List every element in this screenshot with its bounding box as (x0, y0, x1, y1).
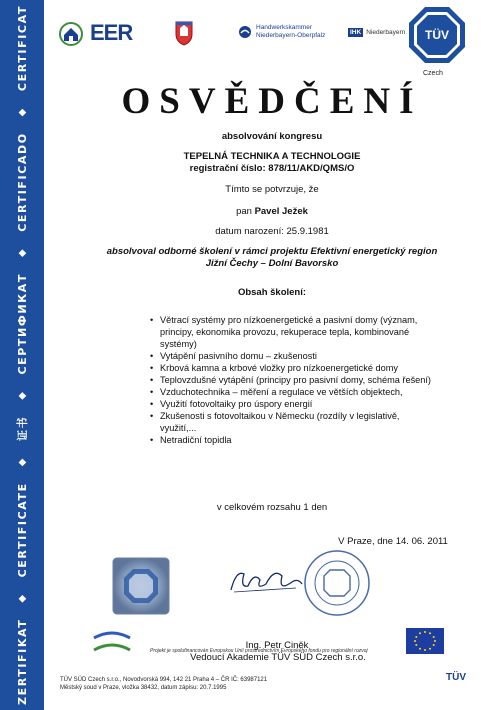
course-name: TEPELNÁ TECHNIKA A TECHNOLOGIE (183, 151, 361, 162)
ihk-logo (348, 28, 405, 37)
confirm-text: Tímto se potvrzuje, že (225, 184, 319, 195)
subtitle: absolvování kongresu (221, 131, 323, 142)
eer-logo-text: EER (90, 20, 133, 45)
band-segment-zertifikat: ZERTIFIKAT (15, 618, 29, 705)
band-segment-certificado: CERTIFICADO (15, 132, 29, 232)
diamond-icon: ◆ (16, 107, 28, 117)
address-line1: TÜV SÜD Czech s.r.o., Novodvorská 994, 142 21 Praha 4 – ČR IČ: 63987121 (60, 677, 268, 683)
eer-house-icon (58, 20, 84, 46)
list-item: • Využití fotovoltaiky pro úspory energií (150, 398, 450, 410)
tuv-badge-text: TÜV (425, 28, 449, 42)
recipient-name: Pavel Ježek (254, 206, 308, 217)
address-line2: Městský soud v Praze, vložka 38432, datum zápisu: 20.7.1995 (60, 685, 227, 691)
signature (226, 562, 306, 598)
side-band (0, 0, 44, 710)
ziel-logo-icon (92, 628, 132, 660)
recipient (44, 206, 500, 218)
tuv-country: Czech (423, 70, 443, 77)
signer-name: Ing. Petr Ciněk (245, 640, 309, 651)
certificate-title: OSVĚDČENÍ (121, 81, 423, 122)
list-item: • Vzduchotechnika – měření a regulace ve větších objektech, (150, 386, 450, 398)
hwk-line2: Niederbayern-Oberpfalz (256, 32, 326, 39)
band-segment-sertifikat: СЕРТИФИКАТ (15, 273, 29, 375)
duration: v celkovém rozsahu 1 den (216, 502, 328, 513)
company-address (60, 676, 267, 692)
project-line1: absolvoval odborné školení v rámci projektu Efektivní energetický region (106, 246, 438, 257)
hologram-seal-icon (112, 557, 170, 615)
ihk-box: IHK (350, 29, 362, 36)
diamond-icon: ◆ (16, 390, 28, 400)
list-item: • Teplovzdušné vytápění (principy pro pasivní domy, schéma řešení) (150, 374, 450, 386)
recipient-prefix: pan (236, 206, 252, 217)
place-date: V Praze, dne 14. 06. 2011 (338, 536, 448, 547)
ihk-text: Niederbayern (366, 29, 406, 36)
birth-date: datum narození: 25.9.1981 (215, 226, 329, 237)
list-item: • Zkušenosti s fotovoltaikou v Německu (rozdíly v legislativě, využití,... (150, 410, 450, 434)
band-segment-zhengshu: 证书 (16, 415, 29, 441)
coat-of-arms-icon (174, 20, 194, 46)
tuv-small-logo: TÜV (446, 672, 466, 683)
eer-logo (58, 20, 132, 46)
side-band-text (7, 5, 37, 705)
hwk-logo (238, 24, 325, 40)
list-item: • Netradiční topidla (150, 434, 450, 446)
eu-flag-icon (406, 628, 444, 654)
project-line2: Jižní Čechy – Dolní Bavorsko (205, 258, 339, 269)
topics-list (150, 314, 450, 446)
diamond-icon: ◆ (16, 456, 28, 467)
diamond-icon: ◆ (16, 247, 28, 258)
band-segment-certificat: CERTIFICAT (15, 5, 29, 92)
registration-number: registrační číslo: 878/11/AKD/QMS/O (189, 163, 355, 174)
tuv-octagon-badge (408, 6, 466, 64)
list-item: • Vytápění pasivního domu – zkušenosti (150, 350, 450, 362)
eu-funding-note: Projekt je spolufinancován Evropskou Unií prostřednictvím Evropského fondu pro regionální rozvoj (150, 648, 368, 654)
list-item: • Krbová kamna a krbové vložky pro nízkoenergetické domy (150, 362, 450, 374)
diamond-icon: ◆ (16, 593, 28, 603)
content-heading: Obsah školení: (237, 287, 307, 298)
hwk-emblem-icon (238, 25, 252, 39)
list-item: • Větrací systémy pro nízkoenergetické a pasivní domy (význam, principy, ekonomika provozu, rekuperace tepla, kombinované systémy) (150, 314, 450, 350)
signer-title: Vedoucí Akademie TÜV SÜD Czech s.r.o. (190, 652, 366, 663)
band-segment-certificate: CERTIFICATE (15, 482, 29, 578)
official-stamp (302, 548, 372, 618)
hwk-line1: Handwerkskammer (256, 24, 312, 31)
